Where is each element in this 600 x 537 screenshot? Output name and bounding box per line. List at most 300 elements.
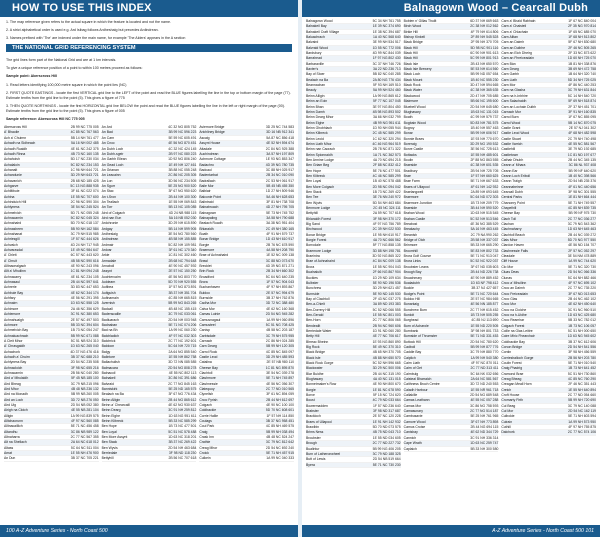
place-name: Badachro xyxy=(199,162,214,167)
grid-reference: 1E 93 NG 860 890 xyxy=(372,339,401,344)
place-name: An Bad xyxy=(101,130,113,135)
place-name: Catalina xyxy=(199,360,212,365)
grid-reference: 4F 61 NH 142 932 xyxy=(470,184,499,189)
place-name: Achbuie Bay xyxy=(4,290,24,295)
grid-reference: 5B 14 NC 870 075 xyxy=(568,120,597,125)
place-name: Ballachulish xyxy=(101,360,120,365)
place-name: A' Chrasgaidh xyxy=(4,344,26,349)
grid-reference: 3F 91 NH 160 835 xyxy=(568,109,597,114)
place-name: An Stac xyxy=(101,189,114,194)
place-name: Badenscallie xyxy=(101,312,121,317)
grid-reference: 6C 90 NH 901 613 xyxy=(470,51,499,56)
grid-reference: 1E 49 NH 127 461 xyxy=(168,162,197,167)
place-name: Ben-a-Chielt xyxy=(306,302,325,307)
grid-reference: 4C 38 NH 601 535 xyxy=(470,163,499,168)
grid-reference: 4C 85 NH 665 815 xyxy=(168,296,197,301)
place-name: Ben Hope xyxy=(306,168,322,173)
place-name: Brough Bay xyxy=(403,270,422,275)
grid-reference: 2C 77 ND 054 660 xyxy=(567,393,597,398)
grid-reference: 2C 77 NC 806 065 xyxy=(372,318,401,323)
place-name: Achadh na Sidheach xyxy=(4,141,36,146)
place-name: Bhlaraidh Forest xyxy=(306,216,331,221)
place-name: Balnakeil xyxy=(101,376,116,381)
grid-reference: 1B 81 NH 338 876 xyxy=(568,61,597,66)
place-name: Achiemore xyxy=(4,312,21,317)
grid-reference: 3D 47 NH 594 665 xyxy=(470,83,499,88)
grid-reference: 3C 79 NH 515 985 xyxy=(70,232,99,236)
place-name: Carn an Daimh xyxy=(501,40,525,45)
grid-reference: 5A 99 NH 524 460 xyxy=(372,88,401,93)
grid-reference: 2C 77 NG 845 163 xyxy=(168,381,197,386)
place-name: Clo Mor xyxy=(501,264,514,269)
place-name: Achmore Cottage xyxy=(199,157,226,162)
place-name: Badnaban xyxy=(101,322,118,327)
grid-reference: 2F 57 NC 052 297 xyxy=(568,248,597,253)
grid-reference: 2C 77 ND 313 411 xyxy=(470,366,499,371)
grid-reference: 5B 90 NH 162 584 xyxy=(70,226,99,231)
place-name: Cheese Bay xyxy=(199,365,218,370)
grid-reference: 2C 39 NH 022 530 xyxy=(372,227,401,232)
grid-text-6: 3. THEN QUOTE NORTHINGS - locate the first HORIZONTAL grid line BELOW the point and read the BLUE figures labelling the line in the left or right margin of the page (00). Estimate tenths from the grid line to the point (5). This gives a figure of 005 xyxy=(6,103,285,113)
place-name: Bunarkaig xyxy=(403,302,419,307)
grid-reference: 5E 25 NG 900 520 xyxy=(168,183,197,188)
grid-reference: 1B 40 NC 578 488 xyxy=(372,179,401,184)
place-name: Cadboll xyxy=(403,344,416,349)
grid-reference: 5A 16 NH 463 445 xyxy=(470,227,499,232)
grid-reference: 3C 91 NC 960 510 xyxy=(567,307,597,312)
grid-reference: 5E 71 NC 074 206 xyxy=(168,322,197,327)
grid-reference: 2F 37 NH 451 701 xyxy=(568,104,597,109)
grid-reference: 4F 97 NC 695 102 xyxy=(568,280,597,285)
place-name: Ceann Loch Eriboll xyxy=(501,173,530,178)
place-name: Camas Luinie xyxy=(199,312,221,317)
grid-reference: 3C 86 NC 391 686 xyxy=(168,376,197,381)
place-name: Dalchork xyxy=(501,430,515,435)
grid-reference: 5B 99 NG 406 205 xyxy=(372,446,401,451)
place-name: Balchrick xyxy=(101,338,116,343)
place-name: Castlehill xyxy=(501,147,516,152)
grid-reference: 2B 44 NC 597 641 xyxy=(70,280,99,285)
place-name: Black Isle xyxy=(306,355,321,360)
grid-reference: 2F 35 NG 970 814 xyxy=(568,24,597,29)
place-name: Burnbank xyxy=(403,328,419,333)
grid-reference: 3F 81 NH 738 708 xyxy=(266,199,295,204)
grid-reference: 2D 54 NC 162 119 xyxy=(568,409,597,414)
index-entry xyxy=(4,456,99,461)
place-name: Bowermadden xyxy=(306,403,328,408)
place-name: Bardsbury xyxy=(306,51,322,56)
place-name: Craig Phadrig xyxy=(501,366,523,371)
grid-reference: 2C 77 ND 010 565 xyxy=(265,386,295,391)
place-name: Achmore xyxy=(4,322,18,327)
grid-reference: 3B 44 NH 590 520 xyxy=(470,206,499,211)
grid-reference: 1B 63 NC 131 015 xyxy=(470,109,499,114)
place-name: Badentarbat xyxy=(199,173,218,178)
place-name: Achnaluachrach xyxy=(4,333,29,338)
place-name: Birkie Hill xyxy=(403,29,418,34)
place-name: Black Hill xyxy=(403,56,418,61)
grid-reference: 5E 25 ND 165 575 xyxy=(168,386,197,391)
place-name: Clardon Haven xyxy=(501,243,524,248)
grid-reference: 2B 97 NC 080 223 xyxy=(168,151,197,156)
place-name: Ben Loyal xyxy=(306,179,322,184)
grid-reference: 5E 76 NC 477 501 xyxy=(372,168,401,173)
place-name: An Cnoc xyxy=(101,141,115,146)
grid-reference: 2B 58 NH 337 037 xyxy=(470,238,499,243)
place-name: Camas Mor xyxy=(403,403,422,408)
grid-reference: 3D 72 NN 085 585 xyxy=(168,360,197,365)
grid-reference: 2F 95 NH 370 705 xyxy=(470,40,499,45)
grid-reference: 1D 63 NC 318 201 xyxy=(168,435,197,440)
place-name: Clashnessie Falls xyxy=(501,248,528,253)
place-name: Bonar Bridge xyxy=(306,232,326,237)
grid-reference: 3E 56 NC 725 613 xyxy=(470,147,499,152)
place-name: Butt of Lewis xyxy=(306,457,326,462)
place-name: Bradbury xyxy=(403,168,418,173)
place-name: Bonnetmaker's Row xyxy=(306,382,337,387)
grid-reference: 5F 45 NB 185 100 xyxy=(71,376,99,381)
grid-reference: 2D 54 NG 689 548 xyxy=(470,393,499,398)
grid-reference: 5D 70 NG 977 550 xyxy=(567,238,597,243)
place-name: Brims Ness xyxy=(306,430,324,435)
place-name: Aultguish xyxy=(101,290,116,295)
place-name: Caladh Harbour xyxy=(403,387,428,392)
grid-reference: 2F 46 NC 505 265 xyxy=(568,45,597,50)
grid-reference: 4B 48 NC 155 415 xyxy=(168,306,197,311)
grid-reference: 4F 61 NC 440 656 xyxy=(568,184,597,189)
place-name: Ben Hope xyxy=(101,424,117,429)
grid-reference: 4E 55 NB 281 104 xyxy=(70,408,99,413)
grid-reference: 1A 99 NC 040 333 xyxy=(266,456,295,461)
grid-reference: 5B 99 ND 057 654 xyxy=(470,72,499,77)
index-columns-right xyxy=(302,17,600,522)
place-name: Achnahaird xyxy=(4,221,22,226)
grid-reference: 4E 56 NG 870 451 xyxy=(168,141,197,146)
grid-reference: 5E 83 NH 802 733 xyxy=(470,248,499,253)
place-name: Aultnamain xyxy=(101,296,119,301)
grid-reference: 1E 55 ND 034 605 xyxy=(372,435,401,440)
place-name: Castle Leod xyxy=(199,354,218,359)
grid-reference: 3F 67 NG 776 434 xyxy=(168,392,197,397)
grid-reference: 4E 61 NC 234 105 xyxy=(70,274,99,279)
grid-reference: 2A 64 NC 581 567 xyxy=(470,377,499,382)
place-name: Ardindrean xyxy=(101,237,119,242)
grid-reference: 3C 91 NC 380 653 xyxy=(70,312,99,317)
grid-reference: 3C 79 NH 575 955 xyxy=(265,333,295,338)
grid-reference: 3E 54 NC 039 278 xyxy=(266,370,295,375)
place-name: Bogbain Wood xyxy=(403,120,426,125)
place-name: Bealach na Ba xyxy=(101,392,124,397)
grid-text-1: The grid lines form part of the National Grid and are at 1 km intervals. xyxy=(6,58,117,63)
place-name: Black Isle Brewery xyxy=(403,67,432,72)
place-name: Beannachan xyxy=(306,83,326,88)
place-name: A Cleit Mhor xyxy=(4,338,23,343)
grid-reference: 4E 61 NC 242 375 xyxy=(70,146,99,151)
place-name: Beinn nan Caorach xyxy=(306,147,336,152)
grid-reference: 4D 99 NC 844 039 xyxy=(372,51,401,56)
grid-reference: 3D 29 NH 643 721 xyxy=(70,173,99,178)
place-name: Brora Links xyxy=(403,259,421,264)
place-name: Black Isle xyxy=(403,61,419,66)
grid-reference: 3C 79 NC 140 088 xyxy=(567,403,597,408)
grid-reference: 2D 98 NC 094 042 xyxy=(372,184,401,189)
grid-reference: 4F 97 NH 893 867 xyxy=(266,285,295,290)
grid-reference: 4F 79 NH 614 806 xyxy=(470,29,499,34)
grid-reference: 1E 49 NC 984 647 xyxy=(70,248,99,253)
grid-reference: 5C 52 NC 922 037 xyxy=(470,259,499,264)
grid-reference: 3E 54 NC 245 524 xyxy=(70,205,99,210)
place-name: Broubster xyxy=(306,435,321,440)
grid-reference: 3F 61 NC 170 340 xyxy=(168,248,197,253)
place-name: Broomhill xyxy=(403,248,418,253)
grid-reference: 3D 16 NB 912 341 xyxy=(266,130,295,135)
place-name: Achnahanat xyxy=(4,232,23,236)
grid-reference: 5E 71 NC 456 458 xyxy=(70,424,99,429)
grid-reference: 4D 24 NH 717 945 xyxy=(70,242,99,247)
place-name: Coldbackie Bay xyxy=(501,339,525,344)
grid-reference: 2B 44 ND 226 738 xyxy=(470,270,499,275)
place-name: Bay of Stoer xyxy=(306,72,325,77)
grid-reference: 4B 75 ND 043 710 xyxy=(372,430,401,435)
grid-reference: 4E 62 NC 344 174 xyxy=(70,290,99,295)
place-name: Boulin xyxy=(403,157,414,162)
place-name: Cuthill xyxy=(501,425,511,430)
place-name: Calva Mor xyxy=(199,306,215,311)
grid-reference: 1E 55 NR 961 718 xyxy=(470,387,499,392)
place-name: Blackwater xyxy=(306,366,323,371)
grid-reference: 2F 46 NC 351 443 xyxy=(568,382,597,387)
grid-reference: 1B 73 NC 054 247 xyxy=(70,328,99,333)
place-name: Breanish xyxy=(403,232,418,237)
place-name: Ben-Dorrery Hill xyxy=(306,307,331,312)
grid-reference: 2B 44 NC 039 272 xyxy=(568,232,597,237)
place-name: Blughasary xyxy=(403,109,421,114)
grid-reference: 1E 55 NC 801 003 xyxy=(372,312,401,317)
grid-reference: 5C 82 NH 109 981 xyxy=(168,242,197,247)
grid-reference: 3F 98 NH 801 733 xyxy=(470,328,499,333)
place-name: Black Loch xyxy=(403,72,421,77)
grid-reference: 4F 97 NC 560 085 xyxy=(70,419,99,424)
place-name: Chapelhill xyxy=(501,206,517,211)
grid-reference: 3B 37 NG 958 451 xyxy=(265,419,295,424)
grid-reference: 5E 59 NC 605 491 xyxy=(168,135,197,140)
grid-reference: 3A 38 NG 951 404 xyxy=(266,221,295,226)
index-entry xyxy=(306,463,401,468)
grid-reference: 4B 65 NH 370 705 xyxy=(372,350,401,355)
place-name: Cambusavie xyxy=(403,414,423,419)
place-name: Borgie Forest xyxy=(306,238,327,243)
place-name: Brae of Achnahaird xyxy=(306,259,335,264)
place-name: An Garbh Eilean xyxy=(101,157,127,162)
grid-reference: 4D 27 NH 795 705 xyxy=(265,205,295,210)
place-name: An Torr xyxy=(101,205,113,210)
grid-text-2: To give a unique reference position of a point to within 100 metres proceed as follows: xyxy=(6,66,143,71)
place-name: Bridge of Oich xyxy=(403,238,426,243)
place-name: Achnasaul xyxy=(4,280,20,285)
grid-reference: 4A 70 NC 694 215 xyxy=(372,157,401,162)
place-name: Badcaul xyxy=(199,167,212,172)
place-name: Achandunie xyxy=(4,173,22,178)
place-name: Aird Mhor xyxy=(4,386,19,391)
grid-reference: 2C 49 NH 380 165 xyxy=(265,226,295,231)
place-name: Creag Bheag xyxy=(501,377,522,382)
place-name: Carn an Fhreiceadain xyxy=(501,56,534,61)
place-name: Buckie xyxy=(403,286,414,291)
grid-reference: 1F 57 ND 236 640 xyxy=(372,403,401,408)
place-name: Bunloit xyxy=(403,312,415,317)
grid-reference: 2A 80 NG 776 434 xyxy=(372,77,401,82)
index-column xyxy=(501,19,596,522)
place-name: Achnasheen xyxy=(4,226,23,231)
grid-reference: 4B 58 NC 203 187 xyxy=(266,328,295,333)
grid-reference: 2C 45 NC 585 299 xyxy=(372,131,401,136)
grid-reference: 1E 81 NC 678 590 xyxy=(372,387,401,392)
place-name: Cramond Brae xyxy=(501,371,524,376)
grid-reference: 1E 39 NC 374 690 xyxy=(372,24,401,29)
place-name: Cnoc na h-Uidhe xyxy=(501,312,527,317)
place-name: Ben Klibreck xyxy=(306,173,326,178)
place-name: Brin Rock xyxy=(199,269,215,274)
grid-reference: 1B 73 NC 269 422 xyxy=(372,190,401,194)
place-name: Assynt House xyxy=(199,141,221,146)
place-name: Cluas Deas xyxy=(501,270,519,275)
place-name: Cathair Dhubh xyxy=(501,157,524,162)
grid-reference: 5D 83 NH 781 575 xyxy=(470,120,499,125)
grid-text-3: Sample point: Aberscross Hill xyxy=(6,74,57,79)
place-name: Brora Golf Course xyxy=(403,254,431,259)
place-name: Achimore xyxy=(4,306,19,311)
grid-reference: 4E 55 NC 057 288 xyxy=(470,398,499,403)
grid-reference: 4E 90 NC 100 100 xyxy=(266,403,295,407)
grid-reference: 2D 54 NC 780 620 xyxy=(470,339,499,344)
grid-reference: 3F 67 ND 013 653 xyxy=(568,291,597,296)
grid-reference: 5D 70 ND 073 575 xyxy=(372,425,401,430)
grid-reference: 5B 33 NC 585 299 xyxy=(168,419,197,424)
place-name: Cul Beag xyxy=(501,403,516,408)
place-name: Bualintur xyxy=(306,446,320,451)
grid-reference: 3E 76 NN 240 972 xyxy=(372,195,401,200)
place-name: Coldbackie xyxy=(199,408,217,413)
grid-reference: 2D 54 NG 945 282 xyxy=(265,312,295,317)
place-name: Carnach xyxy=(199,338,213,343)
grid-reference: 1D 63 NC 558 125 xyxy=(70,301,99,306)
place-name: Carn na h-Inbhire xyxy=(501,93,528,98)
grid-reference: 5E 49 NC 370 310 xyxy=(372,344,401,349)
place-name: Coire Mhic Fhearchair xyxy=(501,334,535,339)
place-name: Ceann a' Mhara xyxy=(501,163,526,168)
grid-reference: 5A 87 NC 856 418 xyxy=(266,135,295,140)
grid-reference: 1A 71 NC 362 573 xyxy=(372,152,401,157)
grid-reference: 5E 25 NH 761 965 xyxy=(470,414,499,419)
grid-reference: 5C 13 NG 888 935 xyxy=(70,183,99,188)
grid-reference: 3F 98 NH 370 172 xyxy=(372,216,401,221)
grid-reference: 5C 51 NH 000 650 xyxy=(567,328,597,333)
place-name: Braeside xyxy=(403,163,418,168)
place-name: Coigach Forest xyxy=(501,323,525,328)
grid-reference: 2B 56 NH 203 780 xyxy=(568,355,597,360)
place-name: Byera xyxy=(306,462,315,467)
place-name: Beinn Ghobhlach xyxy=(306,125,333,130)
grid-reference: 2B 44 NG 865 612 xyxy=(168,397,197,402)
grid-reference: 4C 85 NC 845 097 xyxy=(265,349,295,354)
place-name: Brae Farm xyxy=(403,179,420,184)
index-entry xyxy=(404,447,499,452)
grid-reference: 5D 70 NH 920 555 xyxy=(168,280,197,285)
place-name: Altnaharra xyxy=(4,435,20,440)
grid-reference: 1D 63 NF 798 412 xyxy=(470,280,499,285)
place-name: Burnside xyxy=(306,291,320,296)
grid-reference: 3C 79 NH 631 844 xyxy=(567,88,597,93)
grid-reference: 4B 98 NG 893 502 xyxy=(372,109,401,114)
place-name: A' Chleit xyxy=(4,253,17,258)
grid-reference: 2B 99 NC 775 005 xyxy=(70,125,99,130)
grid-reference: 4E 90 NH 800 670 xyxy=(372,382,401,387)
grid-reference: 5B 33 NC 782 012 xyxy=(568,318,597,323)
place-name: Balconie Point xyxy=(199,194,222,199)
grid-reference: 3C 79 NB 215 096 xyxy=(70,381,99,386)
grid-reference: 3B 37 NC 705 221 xyxy=(70,456,99,461)
grid-reference: 5C 51 NG 708 425 xyxy=(265,322,295,327)
grid-reference: 1E 55 NC 707 600 xyxy=(70,194,99,199)
grid-reference: 4F 97 NC 870 011 xyxy=(470,361,499,365)
place-name: Ben Stack xyxy=(306,190,322,194)
grid-reference: 4B 58 NC 590 616 xyxy=(70,258,99,263)
place-name: Achahoish xyxy=(4,157,20,162)
place-name: Castle Varrich xyxy=(501,141,523,146)
grid-reference: 5E 71 NH 749 557 xyxy=(568,200,597,205)
grid-reference: 3C 88 NH 025 917 xyxy=(265,167,295,172)
grid-reference: 1D 91 ND 060 280 xyxy=(372,328,401,333)
place-name: Bluebell Wood xyxy=(403,104,426,109)
grid-reference: 5F 69 NH 518 874 xyxy=(568,99,597,104)
place-name: An Teallach xyxy=(101,199,120,204)
right-page xyxy=(302,0,600,537)
place-name: Cnoc an Daimh xyxy=(501,286,525,291)
grid-reference: 4A 70 NC 666 562 xyxy=(372,238,401,243)
grid-reference: 4A 58 NH 208 790 xyxy=(266,248,295,253)
place-name: A' Bhaoile xyxy=(4,130,20,135)
place-name: Carn a' Chaisteil xyxy=(501,24,527,29)
place-name: Carn Dearg xyxy=(199,344,217,349)
grid-reference: 3F 98 ND 118 230 xyxy=(168,451,197,456)
place-name: Achgarve xyxy=(4,183,19,188)
place-name: Canisp xyxy=(199,328,210,333)
grid-reference: 5E 71 NH 603 594 xyxy=(568,414,597,419)
place-name: Brabster xyxy=(306,409,319,414)
grid-reference: 5C 64 NG 640 235 xyxy=(265,274,295,279)
place-name: Clashmore xyxy=(199,376,216,381)
place-name: Black Bridge xyxy=(403,40,423,45)
place-name: Aird nan Eun xyxy=(101,215,122,220)
place-name: Bonar Bridge xyxy=(199,237,220,242)
grid-reference: 4E 55 NC 802 113 xyxy=(168,370,197,375)
grid-reference: 1F 67 NC 840 004 xyxy=(568,19,597,23)
grid-reference: 2B 78 NC 871 322 xyxy=(372,147,401,152)
grid-reference: 2C 77 NC 735 220 xyxy=(567,286,597,291)
place-name: Achnairn xyxy=(4,301,18,306)
place-name: Balnapaling xyxy=(199,215,218,220)
place-name: Balnagown Wood xyxy=(306,19,333,23)
grid-reference: 3D 25 NC 744 583 xyxy=(265,125,295,130)
place-name: Berriedale xyxy=(101,451,118,456)
place-name: Beinn Spionnaidh xyxy=(306,152,333,157)
section-heading: THE NATIONAL GRID REFERENCING SYSTEM xyxy=(6,44,292,52)
grid-reference: 4C 99 NH 579 737 xyxy=(470,115,499,120)
place-name: An Leacainn xyxy=(101,173,121,178)
grid-reference: 1A 99 NC 744 620 xyxy=(568,259,597,264)
grid-reference: 4F 97 NG 756 789 xyxy=(372,222,401,227)
place-name: Camusteel xyxy=(199,322,216,327)
